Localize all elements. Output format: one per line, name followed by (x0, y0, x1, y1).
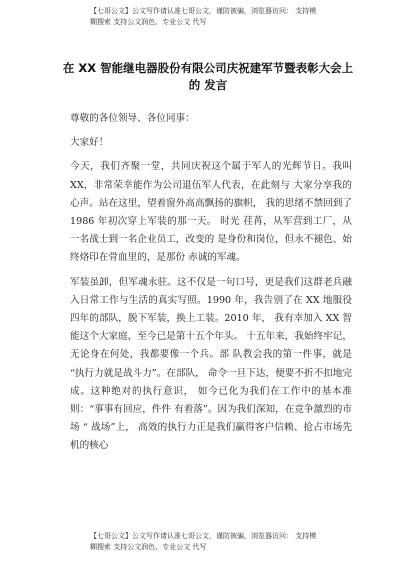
page-footer (90, 531, 350, 553)
header-line-1: 【七哥公文】公文写作请认准七哥公文，谨防被骗，浏览器访问： 支持模 (90, 7, 317, 15)
footer-line-1: 【七哥公文】公文写作请认准七哥公文，谨防被骗，浏览器访问： 支持模 (90, 532, 317, 540)
document-title: 在 XX 智能继电器股份有限公司庆祝建军节暨表彰大会上的 发言 (62, 61, 354, 92)
document-body (70, 110, 352, 456)
body-paragraph-2: 军装虽卸，但军魂永驻。这不仅是一句口号，更是我们这群老兵融入日常工作与生活的真实写照。1990 年，我告别了在 XX 地服役四年的部队，脱下军装，换上工装。2010 年， 我有幸加入 XX 智能这个大家庭，至今已是第十五个年头。 十五年来，我始终牢记，无论身在何处，我都要像一个兵。部 队教会我的第一件事，就是 “执行力就是战斗力”。在部队， 命令一旦下达，便要不折不扣地完成。这种绝对的执行意识， 如今已化为我们在工作中的基本准则：“事事有回应，件件 有着落”。因为我们深知，在竞争激烈的市场 “ 战场”上， 高效的执行力正是我们赢得客户信赖、抢占市场先机的核心 (70, 276, 352, 452)
header-line-2: 糊搜索 支持公文润色、专业公文 代写 (90, 18, 207, 26)
body-paragraph-1: 今天，我们齐聚一堂，共同庆祝这个属于军人的光辉节日。我叫 XX，非常荣幸能作为公司退伍军人代表，在此刻与 大家分享我的心声。站在这里，望着窗外高高飘扬的旗帜， 我的思绪不禁回到了 1986 年初次穿上军装的那一天。 时光 荏苒，从军营到工厂，从一名战士到一名企业员工，改变的 是身份和岗位，但永不褪色、始终烙印在骨血里的，是那份 赤诚的军魂。 (70, 161, 352, 264)
greeting: 大家好！ (70, 137, 109, 149)
footer-line-2: 糊搜索 支持公文润色、专业公文 代写 (90, 543, 207, 551)
page-header (90, 6, 350, 28)
salutation: 尊敬的各位领导、各位同事： (70, 113, 195, 124)
